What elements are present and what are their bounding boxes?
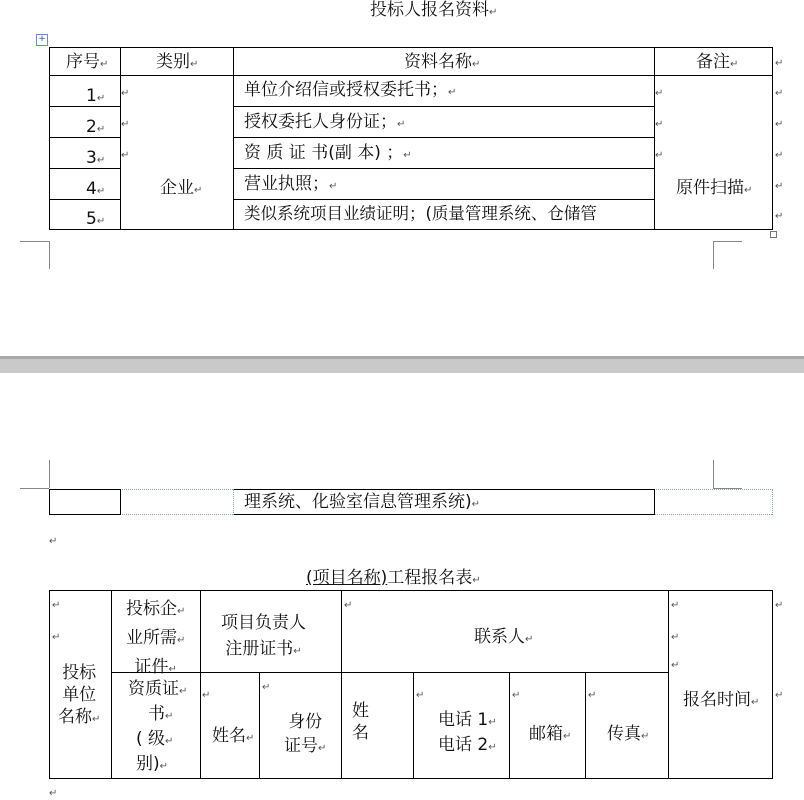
- registration-form-title: (项目名称)工程报名表↵: [306, 568, 481, 588]
- material-name: 单位介绍信或授权委托书；↵: [244, 80, 457, 100]
- header-remark: 备注↵: [696, 52, 739, 72]
- paragraph-mark: ↵: [49, 536, 58, 547]
- cell-mark: ↵: [512, 690, 521, 701]
- row-end-mark: ↵: [775, 690, 784, 701]
- row-number: 1↵: [86, 86, 106, 106]
- phone-header: 电话 1↵ 电话 2↵: [438, 710, 497, 755]
- material-name: 营业执照；↵: [244, 174, 338, 194]
- row-number: 3↵: [86, 148, 106, 168]
- cell-mark: ↵: [671, 660, 680, 671]
- row-end-mark: ↵: [775, 150, 784, 161]
- pm-id-number-header: 身份 证号↵: [284, 712, 327, 756]
- continued-material-name: 理系统、化验室信息管理系统)↵: [244, 492, 481, 512]
- row-end-mark: ↵: [775, 58, 784, 69]
- cell-mark: ↵: [202, 690, 211, 701]
- cell-mark: ↵: [655, 88, 664, 99]
- cell-mark: ↵: [671, 632, 680, 643]
- row-number: 5↵: [86, 209, 106, 229]
- pm-name-header: 姓名↵: [212, 726, 255, 746]
- registration-time-header: 报名时间↵: [683, 690, 760, 710]
- row-end-mark: ↵: [775, 119, 784, 130]
- row-number: 4↵: [86, 179, 106, 199]
- bidder-unit-name-header: 投标 单位 名称↵: [58, 663, 101, 727]
- header-no: 序号↵: [66, 52, 109, 72]
- required-certificates-header: 投标企↵ 业所需↵ 证件↵: [126, 599, 186, 677]
- material-name: 类似系统项目业绩证明；(质量管理系统、仓储管: [244, 204, 597, 223]
- cell-mark: ↵: [121, 150, 130, 161]
- contact-header: 联系人↵: [474, 627, 534, 647]
- table-resize-handle[interactable]: [770, 231, 777, 238]
- category-cell: 企业↵: [160, 178, 203, 198]
- contact-name-header: 姓 名: [352, 701, 369, 743]
- material-name: 授权委托人身份证；↵: [244, 112, 406, 132]
- material-name: 资 质 证 书(副 本) ；↵: [244, 143, 412, 163]
- page-title: 投标人报名资料↵: [370, 0, 498, 20]
- email-header: 邮箱↵: [529, 724, 572, 744]
- cell-mark: ↵: [344, 600, 353, 611]
- crop-mark: [20, 488, 49, 489]
- paragraph-mark: ↵: [49, 788, 58, 799]
- remark-cell: 原件扫描↵: [676, 178, 753, 198]
- row-end-mark: ↵: [775, 181, 784, 192]
- cell-mark: ↵: [671, 600, 680, 611]
- page-break-shadow: [0, 356, 804, 359]
- qualification-certificate-header: 资质证↵ 书↵ ( 级↵ 别)↵: [128, 679, 188, 774]
- crop-mark: [49, 241, 50, 269]
- cell-mark: ↵: [588, 690, 597, 701]
- fax-header: 传真↵: [607, 724, 650, 744]
- row-end-mark: ↵: [775, 211, 784, 222]
- table-move-handle-icon[interactable]: +: [36, 34, 48, 46]
- cell-mark: ↵: [416, 690, 425, 701]
- crop-mark: [20, 241, 49, 242]
- header-material-name: 资料名称↵: [404, 52, 481, 72]
- cell-mark: ↵: [52, 632, 61, 643]
- cell-mark: ↵: [262, 682, 271, 693]
- crop-mark: [49, 460, 50, 488]
- cell-mark: ↵: [655, 150, 664, 161]
- crop-mark: [713, 241, 714, 269]
- cell-mark: ↵: [52, 600, 61, 611]
- row-end-mark: ↵: [775, 88, 784, 99]
- cell-mark: ↵: [121, 119, 130, 130]
- header-category: 类别↵: [156, 52, 199, 72]
- row-end-mark: ↵: [775, 600, 784, 611]
- crop-mark: [713, 241, 742, 242]
- cell-mark: ↵: [121, 88, 130, 99]
- cell-mark: ↵: [655, 119, 664, 130]
- project-manager-cert-header: 项目负责人 注册证书↵: [221, 613, 306, 659]
- row-number: 2↵: [86, 117, 106, 137]
- crop-mark: [713, 460, 714, 488]
